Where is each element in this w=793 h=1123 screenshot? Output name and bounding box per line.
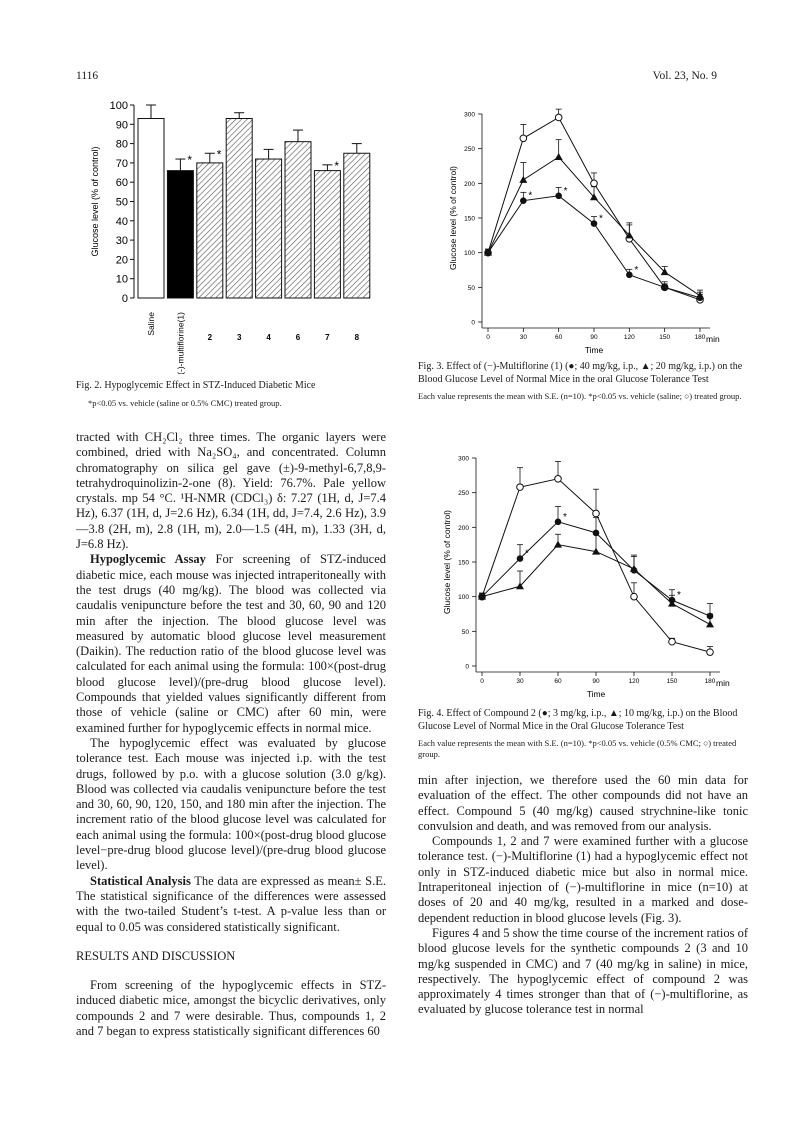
fig4-x-tick-label: 120 <box>628 678 640 685</box>
fig2-y-tick-label: 40 <box>115 215 128 228</box>
fig2-bar <box>197 163 223 298</box>
fig4-y-tick-label: 250 <box>458 490 469 498</box>
fig4-significance-mark: * <box>563 511 567 523</box>
fig4-point-filled-circle <box>517 555 524 562</box>
fig3-y-tick-label: 150 <box>464 215 475 223</box>
left-paragraph-1: tracted with CH₂Cl₂ three times. The organic layers were combined, dried with Na₂SO₄, and concentrated. Column chromatography on silica gel gave (±)-9-methyl-6,7,8,9-tetrahydroquinolizin-2-one (8). Yield: 76.7%. Pale yellow crystals. mp 54 °C. ¹H-NMR (CDCl₃) δ: 7.27 (1H, d, J=7.4 Hz), 6.37 (1H, d, J=2.6 Hz), 6.34 (1H, dd, J=7.4, 2.6 Hz), 3.9—3.8 (2H, m), 2.8 (1H, m), 2.0—1.5 (4H, m), 1.33 (3H, d, J=6.8 Hz). <box>76 430 386 552</box>
fig2-significance-mark: * <box>216 147 222 162</box>
fig4-line-chart <box>418 446 748 698</box>
fig3-point-filled-circle <box>591 220 598 227</box>
fig3-note: Each value represents the mean with S.E. (n=10). *p<0.05 vs. vehicle (saline; ○) treated group. <box>418 391 742 401</box>
fig3-x-unit: min <box>706 334 720 344</box>
statistical-analysis-heading: Statistical Analysis <box>90 873 191 888</box>
fig4-x-tick-label: 0 <box>480 678 484 685</box>
fig2-bar <box>314 171 340 298</box>
fig4-x-tick-label: 150 <box>666 678 678 685</box>
fig3-series-line <box>488 196 700 298</box>
fig4-point-open-circle <box>631 593 638 600</box>
fig3-significance-mark: * <box>528 190 533 202</box>
fig2-x-tick-label: 2 <box>207 333 213 342</box>
fig3-x-tick-label: 0 <box>486 334 490 341</box>
fig4-series-line <box>482 545 710 625</box>
fig3-y-tick-label: 100 <box>464 250 475 258</box>
left-paragraph-4: The data are expressed as mean± S.E. The statistical significance of the differences were assessed with the two-tailed Student’s t-test. A p-value less than or equal to 0.05 was considered statistically significant. <box>76 873 386 934</box>
fig2-bar <box>226 119 252 298</box>
fig2-y-tick-label: 30 <box>115 235 128 248</box>
left-paragraph-5: From screening of the hypoglycemic effects in STZ-induced diabetic mice, amongst the bicyclic derivatives, only compounds 2 and 7 were desirable. Thus, compounds 1, 2 and 7 began to express statistically significant differences 60 <box>76 978 386 1038</box>
page-number: 1116 <box>76 70 99 82</box>
fig3-y-tick-label: 300 <box>464 111 475 119</box>
fig3-point-triangle <box>555 153 563 160</box>
fig2-x-tick-label: 8 <box>354 333 360 342</box>
fig2-chart <box>72 96 392 374</box>
fig3-point-filled-circle <box>485 249 492 256</box>
fig4-point-open-circle <box>593 510 600 517</box>
fig2-x-tick-label: 7 <box>325 333 330 342</box>
fig2-bar <box>138 119 164 298</box>
fig3-x-tick-label: 180 <box>694 334 706 341</box>
fig4-significance-mark: * <box>677 590 681 602</box>
fig4-y-tick-label: 150 <box>458 559 469 567</box>
fig2-caption-text: Fig. 2. Hypoglycemic Effect in STZ-Induced Diabetic Mice <box>76 380 316 391</box>
right-column <box>418 773 748 1018</box>
fig2-bar <box>285 142 311 298</box>
fig3-point-triangle <box>519 176 527 183</box>
fig2-significance-mark: * <box>187 153 193 168</box>
fig2-bar-chart <box>72 96 392 374</box>
fig3-x-tick-label: 90 <box>590 334 598 341</box>
fig4-y-axis-label: Glucose level (% of control) <box>442 510 452 614</box>
fig3-y-tick-label: 50 <box>467 284 475 292</box>
fig3-x-tick-label: 30 <box>519 334 527 341</box>
fig4-y-tick-label: 0 <box>465 663 469 671</box>
fig2-x-tick-label: Saline <box>146 312 156 336</box>
fig4-significance-mark: * <box>525 548 529 560</box>
fig3-point-open-circle <box>591 180 598 187</box>
fig3-point-filled-circle <box>661 284 668 291</box>
fig4-chart <box>418 446 748 698</box>
fig2-x-tick-label: 3 <box>236 333 242 342</box>
results-section-heading: RESULTS AND DISCUSSION <box>76 948 236 963</box>
fig3-significance-mark: * <box>563 185 568 197</box>
fig4-point-triangle <box>554 541 562 548</box>
fig4-point-filled-circle <box>479 593 486 600</box>
fig2-y-tick-label: 80 <box>115 138 128 151</box>
fig4-point-filled-circle <box>631 567 638 574</box>
fig4-point-open-circle <box>555 476 562 483</box>
fig3-chart <box>418 100 748 356</box>
fig2-y-tick-label: 20 <box>115 254 128 267</box>
fig3-caption-text: Fig. 3. Effect of (−)-Multiflorine (1) (●; 40 mg/kg, i.p., ▲; 20 mg/kg, i.p.) on the Blood Glucose Level of Normal Mice in the oral Glucose Tolerance Test <box>418 361 743 385</box>
fig2-y-axis-label: Glucose level (% of control) <box>90 146 100 257</box>
fig3-caption <box>418 361 748 402</box>
fig3-line-chart <box>418 100 748 356</box>
fig4-y-tick-label: 50 <box>461 628 469 636</box>
fig2-note: *p<0.05 vs. vehicle (saline or 0.5% CMC) treated group. <box>88 397 282 408</box>
fig2-y-tick-label: 60 <box>115 177 128 190</box>
fig4-point-open-circle <box>707 649 714 656</box>
fig3-significance-mark: * <box>634 264 639 276</box>
fig4-point-triangle <box>706 620 714 627</box>
fig4-caption <box>418 708 748 760</box>
fig4-point-filled-circle <box>555 518 562 525</box>
fig3-point-open-circle <box>555 114 562 121</box>
fig3-point-filled-circle <box>626 272 633 279</box>
fig2-bar <box>344 153 370 298</box>
left-paragraph-3: The hypoglycemic effect was evaluated by glucose tolerance test. Each mouse was injected i.p. with the test drugs, followed by p.o. with a glucose solution (3.0 g/kg). Blood was collected via caudalis venipuncture before the test and 30, 60, 90, 120, 150, and 180 min after the injection. The increment ratio of the blood glucose level was calculated for each animal using the formula: 100×(post-drug blood glucose level−pre-drug blood glucose level)/(pre-drug blood glucose level). <box>76 735 386 873</box>
fig4-x-tick-label: 30 <box>516 678 524 685</box>
fig4-x-unit: min <box>716 678 730 688</box>
fig3-x-tick-label: 60 <box>555 334 563 341</box>
hypoglycemic-assay-heading: Hypoglycemic Assay <box>90 552 206 567</box>
fig2-significance-mark: * <box>334 158 340 173</box>
fig3-series-line <box>488 117 700 299</box>
fig3-x-axis-label: Time <box>584 345 604 355</box>
fig3-y-tick-label: 250 <box>464 146 475 154</box>
fig4-y-tick-label: 300 <box>458 455 469 463</box>
fig4-point-filled-circle <box>707 613 714 620</box>
right-paragraph-1: min after injection, we therefore used the 60 min data for evaluation of the effect. The other compounds did not have an effect. Compound 5 (40 mg/kg) caused strychnine-like tonic convulsion and death, and was removed from our analysis. <box>418 773 748 833</box>
journal-volume: Vol. 23, No. 9 <box>652 70 717 82</box>
left-column <box>76 430 386 1039</box>
fig3-point-open-circle <box>520 135 527 142</box>
fig2-y-tick-label: 100 <box>109 100 128 112</box>
fig3-significance-mark: * <box>599 213 603 225</box>
right-paragraph-2: Compounds 1, 2 and 7 were examined further with a glucose tolerance test. (−)-Multiflorine (1) had a hypoglycemic effect not only in STZ-induced diabetic mice but also in normal mice. Intraperitoneal injection of (−)-multiflorine in mice (n=10) at doses of 20 and 40 mg/kg, resulted in a marked and dose-dependent reduction in blood glucose levels (Fig. 3). <box>418 834 748 925</box>
fig4-point-open-circle <box>669 638 676 645</box>
fig3-y-tick-label: 200 <box>464 180 475 188</box>
fig4-x-axis-label: Time <box>586 689 606 698</box>
fig2-caption <box>76 380 396 409</box>
fig2-x-tick-label: (-)-multiflorine(1) <box>175 312 186 374</box>
fig2-x-tick-label: 6 <box>295 333 301 342</box>
fig2-y-tick-label: 50 <box>115 196 128 209</box>
fig3-point-filled-circle <box>555 193 562 200</box>
fig4-y-tick-label: 100 <box>458 594 469 602</box>
fig4-caption-text: Fig. 4. Effect of Compound 2 (●; 3 mg/kg, i.p., ▲; 10 mg/kg, i.p.) on the Blood Glucose Level of Normal Mice in the Oral Glucose Tolerance Test <box>418 708 738 732</box>
fig2-y-tick-label: 70 <box>115 157 128 170</box>
fig2-bar <box>256 159 282 298</box>
fig3-x-tick-label: 120 <box>623 334 635 341</box>
fig4-x-tick-label: 90 <box>592 678 600 685</box>
fig3-y-axis-label: Glucose level (% of control) <box>448 166 458 270</box>
fig2-y-tick-label: 10 <box>115 273 128 286</box>
fig4-point-filled-circle <box>593 530 600 537</box>
right-paragraph-3: Figures 4 and 5 show the time course of the increment ratios of blood glucose levels for the synthetic compounds 2 (3 and 10 mg/kg suspended in CMC) and 7 (40 mg/kg in saline) in mice, respectively. The hypoglycemic effect of compound 2 was approximately 4 times stronger than that of (−)-multiflorine, as evaluated by glucose tolerance test in normal <box>418 925 748 1017</box>
fig3-x-tick-label: 150 <box>659 334 671 341</box>
left-paragraph-2: For screening of STZ-induced diabetic mice, each mouse was injected intraperitoneally with the test drugs (40 mg/kg). The blood was collected via caudalis venipuncture before the test and 30, 60, 90 and 120 min after the injection. The blood glucose level was measured by automatic blood glucose level measurement (Daikin). The reduction ratio of the blood glucose level was calculated for each animal using the formula: 100×(post-drug blood glucose level)/(pre-drug blood glucose level). Compounds that yielded values significantly different from those of vehicle (saline or CMC) after 60 min, were examined further for hypoglycemic effects in normal mice. <box>76 552 386 735</box>
fig4-point-open-circle <box>517 484 524 491</box>
fig2-y-tick-label: 0 <box>121 293 128 305</box>
fig3-y-tick-label: 0 <box>471 319 475 327</box>
fig4-x-tick-label: 180 <box>704 678 716 685</box>
fig4-note: Each value represents the mean with S.E. (n=10). *p<0.05 vs. vehicle (0.5% CMC; ○) treated group. <box>418 738 737 759</box>
fig3-point-filled-circle <box>520 197 527 204</box>
fig2-bar <box>167 171 193 298</box>
fig4-y-tick-label: 200 <box>458 524 469 532</box>
fig2-y-tick-label: 90 <box>115 119 128 132</box>
fig3-point-filled-circle <box>697 294 704 301</box>
fig2-x-tick-label: 4 <box>266 333 271 342</box>
fig4-x-tick-label: 60 <box>554 678 562 685</box>
fig4-point-filled-circle <box>669 597 676 604</box>
